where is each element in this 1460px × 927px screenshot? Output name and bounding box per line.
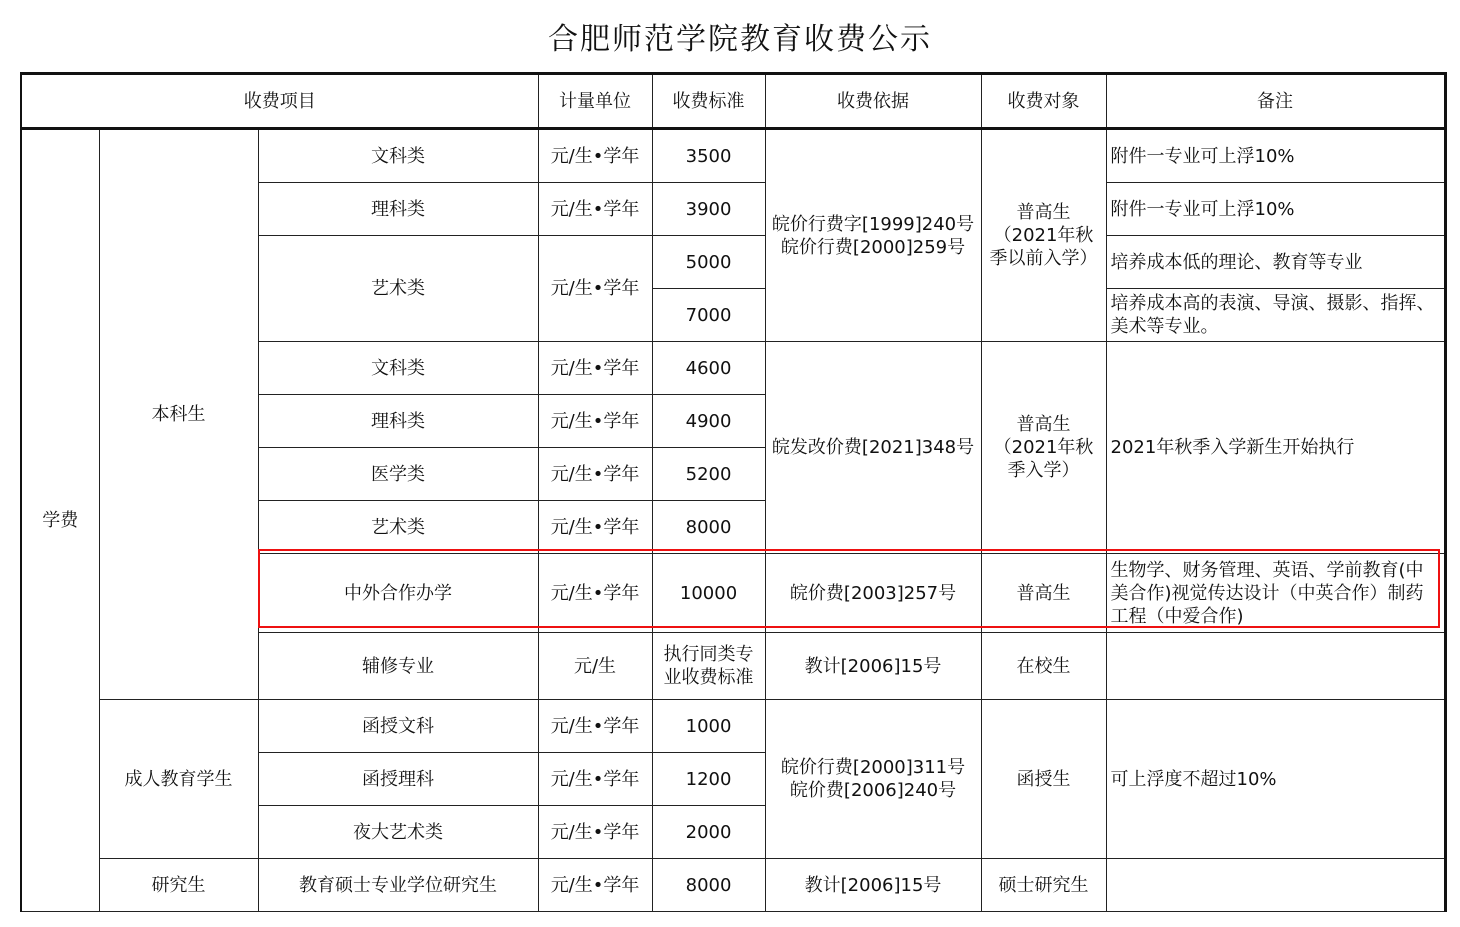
unit-cell: 元/生•学年 xyxy=(538,183,652,236)
target-cell: 普高生 （2021年秋季以前入学） xyxy=(981,129,1106,342)
group-cell-undergrad: 本科生 xyxy=(99,129,258,700)
standard-cell: 7000 xyxy=(652,289,765,342)
unit-cell: 元/生•学年 xyxy=(538,700,652,753)
unit-cell: 元/生•学年 xyxy=(538,554,652,633)
target-cell: 普高生 xyxy=(981,554,1106,633)
header-standard: 收费标准 xyxy=(652,74,765,129)
page-title: 合肥师范学院教育收费公示 xyxy=(548,22,932,57)
target-cell: 普高生 （2021年秋季入学） xyxy=(981,342,1106,554)
basis-cell: 皖发改价费[2021]348号 xyxy=(765,342,981,554)
item-cell: 理科类 xyxy=(258,183,538,236)
remark-cell: 附件一专业可上浮10% xyxy=(1106,129,1445,183)
header-target: 收费对象 xyxy=(981,74,1106,129)
standard-cell: 5200 xyxy=(652,448,765,501)
unit-cell: 元/生•学年 xyxy=(538,859,652,912)
item-cell: 夜大艺术类 xyxy=(258,806,538,859)
item-cell: 艺术类 xyxy=(258,501,538,554)
remark-cell: 培养成本高的表演、导演、摄影、指挥、美术等专业。 xyxy=(1106,289,1445,342)
item-cell: 文科类 xyxy=(258,342,538,395)
item-cell: 医学类 xyxy=(258,448,538,501)
target-cell: 硕士研究生 xyxy=(981,859,1106,912)
standard-cell: 5000 xyxy=(652,236,765,289)
basis-cell: 皖价行费字[1999]240号 皖价行费[2000]259号 xyxy=(765,129,981,342)
item-cell: 文科类 xyxy=(258,129,538,183)
item-cell: 中外合作办学 xyxy=(258,554,538,633)
remark-cell: 可上浮度不超过10% xyxy=(1106,700,1445,859)
group-cell-adult: 成人教育学生 xyxy=(99,700,258,859)
standard-cell: 3500 xyxy=(652,129,765,183)
item-cell: 教育硕士专业学位研究生 xyxy=(258,859,538,912)
remark-cell: 附件一专业可上浮10% xyxy=(1106,183,1445,236)
remark-cell: 生物学、财务管理、英语、学前教育(中美合作)视觉传达设计（中英合作）制药工程（中爱合作) xyxy=(1106,554,1445,633)
standard-cell: 8000 xyxy=(652,859,765,912)
item-cell: 辅修专业 xyxy=(258,633,538,700)
group-cell-graduate: 研究生 xyxy=(99,859,258,912)
standard-cell: 3900 xyxy=(652,183,765,236)
item-cell: 艺术类 xyxy=(258,236,538,342)
unit-cell: 元/生•学年 xyxy=(538,395,652,448)
unit-cell: 元/生•学年 xyxy=(538,129,652,183)
header-remark: 备注 xyxy=(1106,74,1445,129)
unit-cell: 元/生•学年 xyxy=(538,448,652,501)
header-unit: 计量单位 xyxy=(538,74,652,129)
remark-cell: 培养成本低的理论、教育等专业 xyxy=(1106,236,1445,289)
basis-cell: 皖价行费[2000]311号 皖价费[2006]240号 xyxy=(765,700,981,859)
category-cell: 学费 xyxy=(21,129,99,912)
standard-cell: 执行同类专业收费标准 xyxy=(652,633,765,700)
standard-cell: 4900 xyxy=(652,395,765,448)
standard-cell: 8000 xyxy=(652,501,765,554)
basis-cell: 教计[2006]15号 xyxy=(765,633,981,700)
header-row xyxy=(21,74,1445,129)
target-cell: 在校生 xyxy=(981,633,1106,700)
header-basis: 收费依据 xyxy=(765,74,981,129)
unit-cell: 元/生•学年 xyxy=(538,236,652,342)
standard-cell: 4600 xyxy=(652,342,765,395)
standard-cell: 1200 xyxy=(652,753,765,806)
remark-cell xyxy=(1106,859,1445,912)
unit-cell: 元/生•学年 xyxy=(538,753,652,806)
unit-cell: 元/生 xyxy=(538,633,652,700)
unit-cell: 元/生•学年 xyxy=(538,342,652,395)
unit-cell: 元/生•学年 xyxy=(538,806,652,859)
header-item: 收费项目 xyxy=(21,74,538,129)
item-cell: 理科类 xyxy=(258,395,538,448)
item-cell: 函授理科 xyxy=(258,753,538,806)
target-cell: 函授生 xyxy=(981,700,1106,859)
standard-cell: 2000 xyxy=(652,806,765,859)
basis-cell: 皖价费[2003]257号 xyxy=(765,554,981,633)
fee-table xyxy=(20,72,1447,912)
remark-cell xyxy=(1106,633,1445,700)
table-row xyxy=(21,859,1445,912)
unit-cell: 元/生•学年 xyxy=(538,501,652,554)
item-cell: 函授文科 xyxy=(258,700,538,753)
basis-cell: 教计[2006]15号 xyxy=(765,859,981,912)
standard-cell: 1000 xyxy=(652,700,765,753)
standard-cell: 10000 xyxy=(652,554,765,633)
table-row xyxy=(21,700,1445,753)
remark-cell: 2021年秋季入学新生开始执行 xyxy=(1106,342,1445,554)
table-row xyxy=(21,129,1445,183)
